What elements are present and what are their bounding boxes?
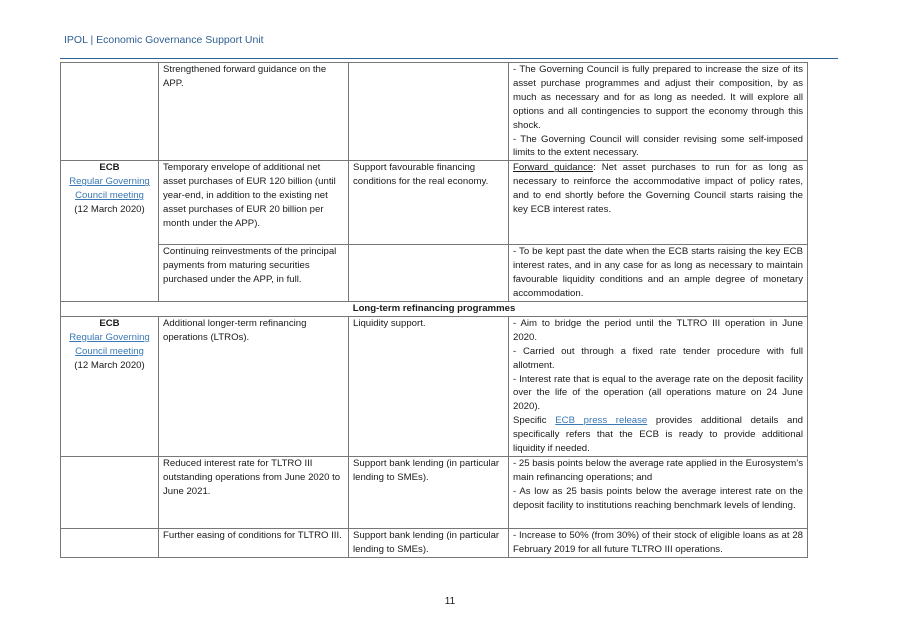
details-cell [509, 316, 808, 456]
institution-cell [61, 63, 159, 161]
institution-cell [61, 161, 159, 302]
measure-cell: Continuing reinvestments of the principal payments from maturing securities purchased under the APP, in full. [159, 245, 349, 302]
detail-text: provides additional details and specifically refers that the ECB is ready to provide additional liquidity if needed. [513, 415, 803, 455]
forward-guidance-text: : Net asset purchases to run for as long as necessary to reinforce the accommodative impact of policy rates, and to end shortly before the Governing Council starts raising the key ECB interest rates. [513, 162, 803, 216]
details-cell [509, 161, 808, 245]
objective-cell: Support favourable financing conditions for the real economy. [349, 161, 509, 245]
meeting-link[interactable]: Regular Governing Council meeting [69, 331, 150, 357]
institution-name: ECB [99, 162, 120, 174]
meeting-date: (12 March 2020) [74, 204, 145, 216]
detail-line [513, 414, 803, 456]
table-row [61, 161, 808, 245]
measures-table [60, 62, 808, 558]
detail-line: - Interest rate that is equal to the average rate on the deposit facility over the life of the operation (all operations mature on 24 June 2020). [513, 373, 803, 413]
detail-line: - The Governing Council will consider revising some self-imposed limits to the extent necessary. [513, 133, 803, 159]
meeting-link[interactable]: Regular Governing Council meeting [69, 176, 150, 202]
objective-cell: Liquidity support. [349, 316, 509, 456]
header-divider [60, 58, 838, 59]
header-title: IPOL | Economic Governance Support Unit [64, 34, 264, 46]
detail-text: Specific [513, 415, 556, 427]
measure-cell: Strengthened forward guidance on the APP. [159, 63, 349, 161]
details-cell: - To be kept past the date when the ECB starts raising the key ECB interest rates, and in any case for as long as necessary to maintain favourable liquidity conditions and an ample degree of monetary accommodation. [509, 245, 808, 302]
objective-cell: Support bank lending (in particular lending to SMEs). [349, 528, 509, 557]
details-cell [509, 456, 808, 528]
table-row [61, 245, 808, 302]
objective-cell [349, 63, 509, 161]
page-number: 11 [444, 596, 456, 607]
institution-cell [61, 456, 159, 528]
table-row [61, 456, 808, 528]
detail-line: - As low as 25 basis points below the average interest rate on the deposit facility to institutions reaching benchmark levels of lending. [513, 485, 803, 511]
objective-cell [349, 245, 509, 302]
table-row [61, 528, 808, 557]
measure-cell: Temporary envelope of additional net asset purchases of EUR 120 billion (until year-end, in addition to the existing net asset purchases of EUR 20 billion per month under the APP). [159, 161, 349, 245]
institution-cell [61, 528, 159, 557]
measure-cell: Additional longer-term refinancing operations (LTROs). [159, 316, 349, 456]
measure-cell: Reduced interest rate for TLTRO III outstanding operations from June 2020 to June 2021. [159, 456, 349, 528]
detail-line: - The Governing Council is fully prepared to increase the size of its asset purchase programmes and adjust their composition, by as much as necessary and for as long as needed. It will explore all options and all contingencies to support the economy through this shock. [513, 64, 803, 131]
details-cell: - Increase to 50% (from 30%) of their stock of eligible loans as at 28 February 2019 for all future TLTRO III operations. [509, 528, 808, 557]
section-title: Long-term refinancing programmes [61, 301, 808, 316]
meeting-date: (12 March 2020) [74, 359, 145, 371]
details-cell [509, 63, 808, 161]
table-row [61, 63, 808, 161]
detail-line: - Aim to bridge the period until the TLTRO III operation in June 2020. [513, 317, 803, 343]
detail-line: - 25 basis points below the average rate applied in the Eurosystem’s main refinancing operations; and [513, 457, 803, 483]
section-header-row [61, 301, 808, 316]
measure-cell: Further easing of conditions for TLTRO III. [159, 528, 349, 557]
forward-guidance-label: Forward guidance [513, 162, 594, 174]
table-row [61, 316, 808, 456]
objective-cell: Support bank lending (in particular lending to SMEs). [349, 456, 509, 528]
institution-name: ECB [99, 317, 120, 329]
institution-cell [61, 316, 159, 456]
detail-line: - Carried out through a fixed rate tender procedure with full allotment. [513, 345, 803, 371]
ecb-press-release-link[interactable]: ECB press release [555, 415, 648, 427]
